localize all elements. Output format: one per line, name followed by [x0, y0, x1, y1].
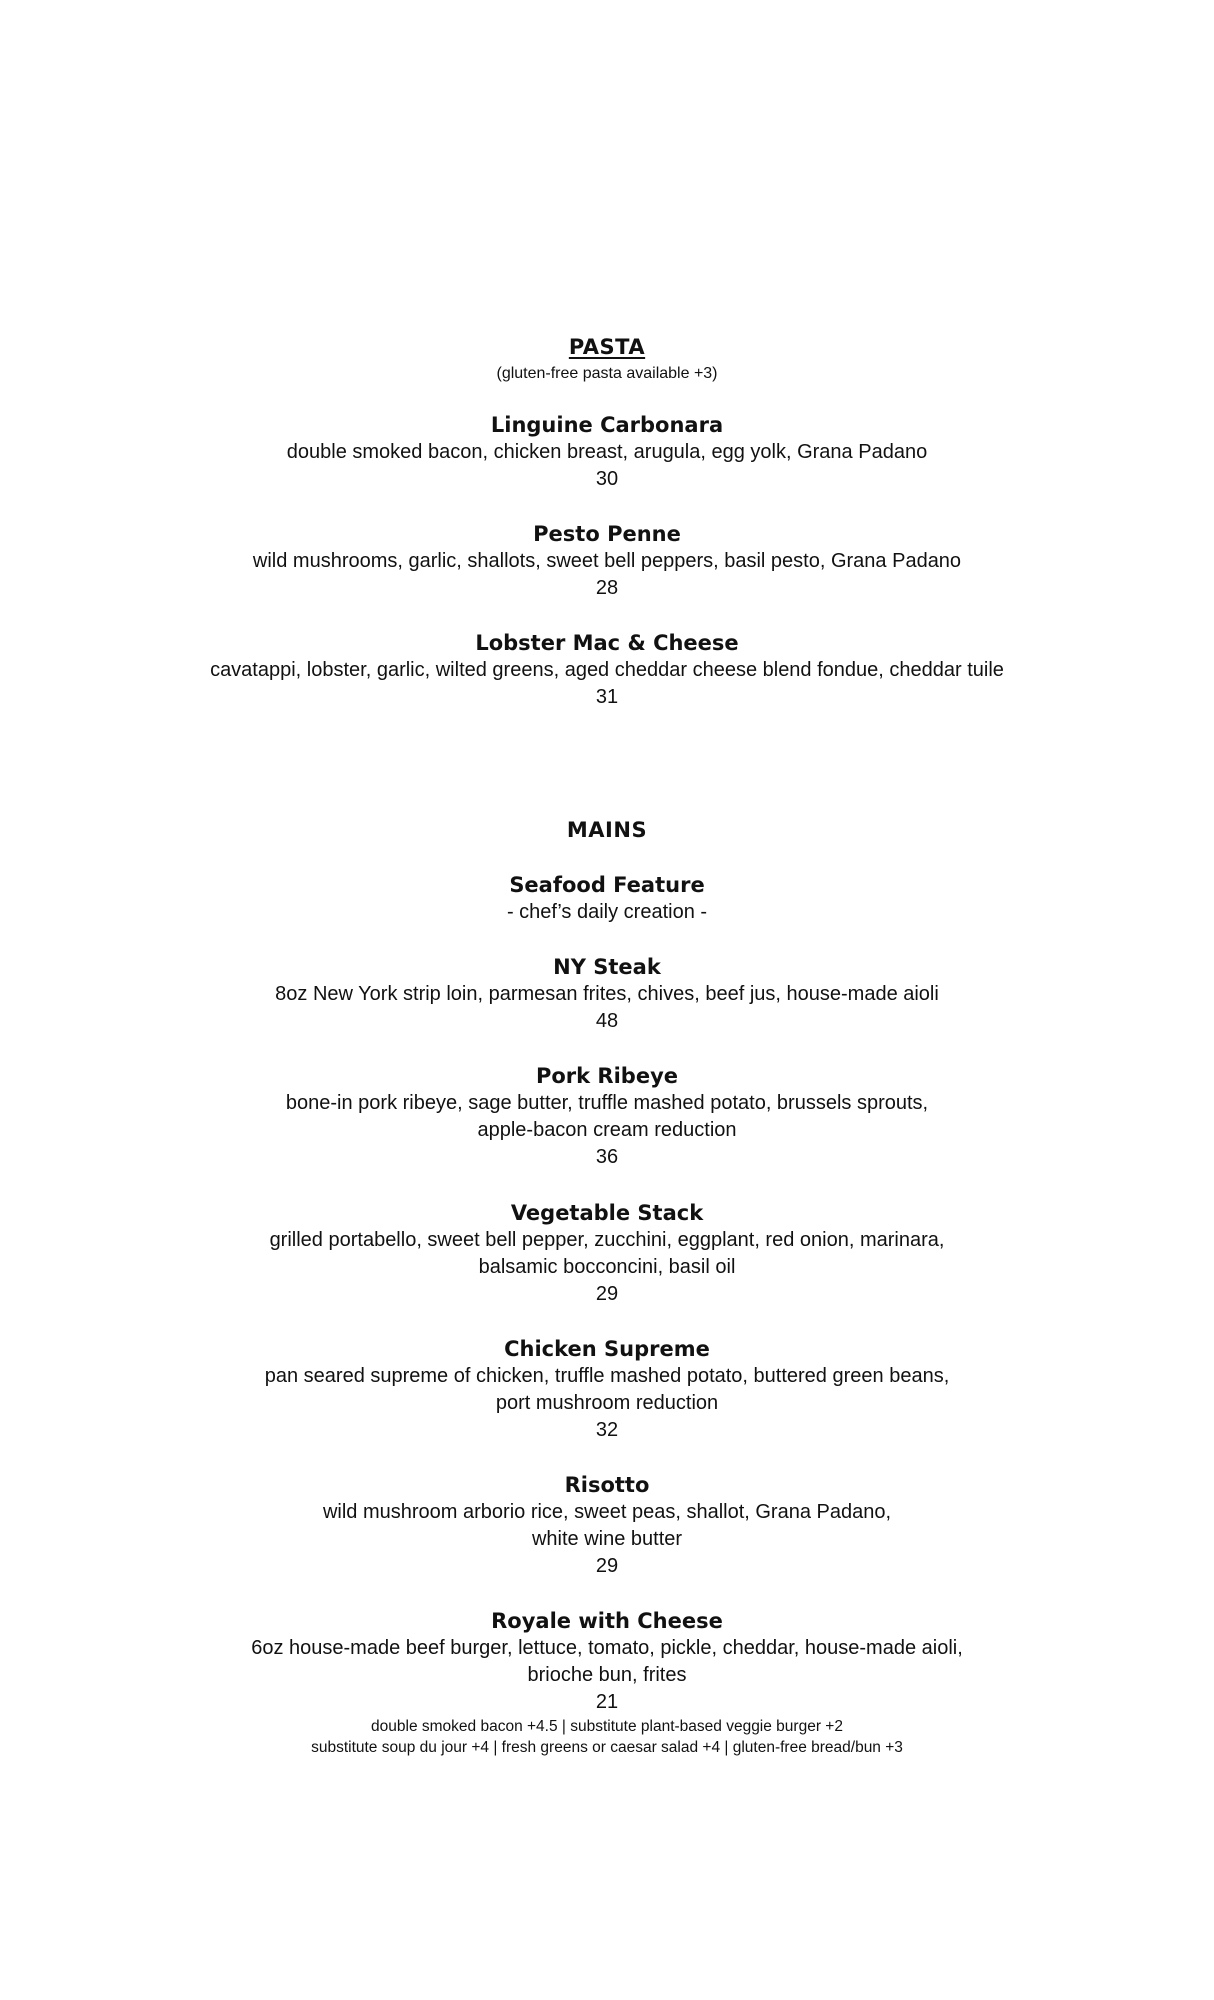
item-name: Risotto	[564, 1473, 650, 1497]
item-description-line: brioche bun, frites	[527, 1664, 687, 1686]
pasta-section-title: PASTA	[568, 335, 646, 359]
item-description-line: bone-in pork ribeye, sage butter, truffle mashed potato, brussels sprouts,	[285, 1092, 929, 1114]
item-price: 30	[595, 468, 619, 490]
item-price: 28	[595, 577, 619, 599]
item-description: cavatappi, lobster, garlic, wilted greens, aged cheddar cheese blend fondue, cheddar tuile	[210, 659, 1004, 681]
item-name: Pork Ribeye	[535, 1064, 679, 1088]
item-name: NY Steak	[553, 955, 661, 979]
menu-item-vegetable-stack	[0, 1200, 1214, 1308]
item-price: 48	[595, 1010, 619, 1032]
item-description-line: 6oz house-made beef burger, lettuce, tomato, pickle, cheddar, house-made aioli,	[251, 1637, 963, 1659]
item-description-line: balsamic bocconcini, basil oil	[478, 1256, 736, 1278]
menu-item-pesto-penne	[0, 521, 1214, 602]
item-description-line: pan seared supreme of chicken, truffle mashed potato, buttered green beans,	[264, 1365, 950, 1387]
item-description: wild mushrooms, garlic, shallots, sweet bell peppers, basil pesto, Grana Padano	[252, 550, 962, 572]
item-price: 29	[595, 1555, 619, 1577]
menu-item-seafood-feature	[0, 872, 1214, 926]
pasta-section-note: (gluten-free pasta available +3)	[496, 365, 718, 382]
menu-item-pork-ribeye	[0, 1063, 1214, 1171]
item-name: Lobster Mac & Cheese	[475, 631, 739, 655]
item-name: Vegetable Stack	[510, 1201, 704, 1225]
menu-item-linguine-carbonara	[0, 412, 1214, 493]
item-description: double smoked bacon, chicken breast, arugula, egg yolk, Grana Padano	[286, 441, 928, 463]
mains-section	[0, 817, 1214, 844]
item-description-line: port mushroom reduction	[495, 1392, 719, 1414]
menu-item-risotto	[0, 1472, 1214, 1580]
item-addons-line: substitute soup du jour +4 | fresh greens or caesar salad +4 | gluten-free bread/bun +3	[311, 1739, 903, 1756]
menu-item-ny-steak	[0, 954, 1214, 1035]
item-price: 21	[595, 1691, 619, 1713]
item-name: Linguine Carbonara	[490, 413, 724, 437]
item-price: 31	[595, 686, 619, 708]
item-price: 32	[595, 1419, 619, 1441]
item-name: Royale with Cheese	[491, 1609, 723, 1633]
item-price: 36	[595, 1146, 619, 1168]
menu-item-royale-with-cheese	[0, 1608, 1214, 1758]
item-description-line: apple-bacon cream reduction	[477, 1119, 737, 1141]
item-description-line: grilled portabello, sweet bell pepper, zucchini, eggplant, red onion, marinara,	[269, 1229, 945, 1251]
pasta-section	[0, 334, 1214, 385]
item-addons-line: double smoked bacon +4.5 | substitute plant-based veggie burger +2	[371, 1718, 843, 1735]
item-description-line: wild mushroom arborio rice, sweet peas, shallot, Grana Padano,	[322, 1501, 892, 1523]
item-name: Chicken Supreme	[504, 1337, 710, 1361]
menu-item-lobster-mac-cheese	[0, 630, 1214, 711]
item-description-line: white wine butter	[531, 1528, 683, 1550]
item-price: 29	[595, 1283, 619, 1305]
item-name: Seafood Feature	[509, 873, 705, 897]
menu-item-chicken-supreme	[0, 1336, 1214, 1444]
item-description: 8oz New York strip loin, parmesan frites, chives, beef jus, house-made aioli	[275, 983, 939, 1005]
mains-section-title: MAINS	[566, 818, 648, 842]
item-name: Pesto Penne	[533, 522, 681, 546]
item-description: - chef’s daily creation -	[506, 901, 708, 923]
